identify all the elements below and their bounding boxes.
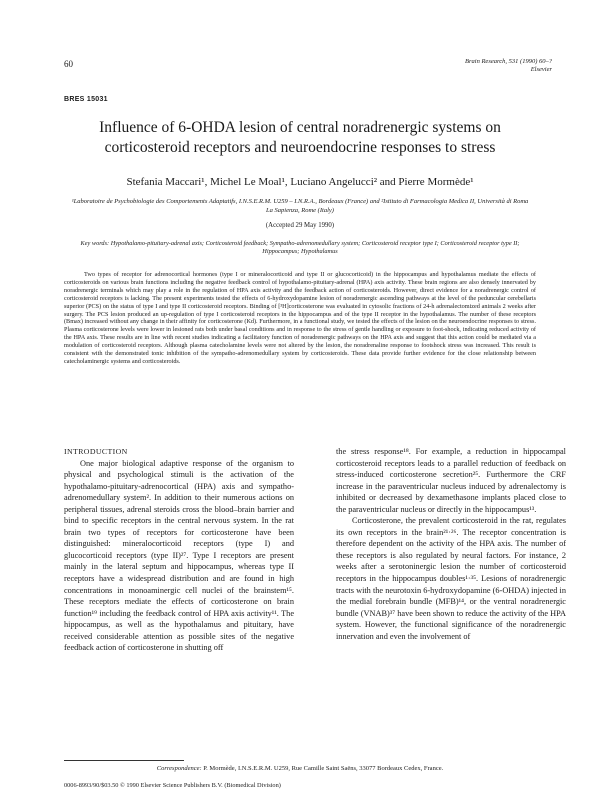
intro-paragraph-1-continued: the stress response¹⁸. For example, a reduction in hippocampal corticosteroid receptors leads to a parallel reduction of feedback on stress-induced corticosterone secretion²⁵. Furthermore the CRF increase in the paraventricular nucleus induced by adrenalectomy is inhibited or decreased by dexamethasone implants placed close to the paraventricular nucleus or directly in the hippocampus¹³. [336, 447, 566, 514]
intro-paragraph-1: One major biological adaptive response of the organism to physical and psychological stimuli is the activation of the hypothalamo-pituitary-adrenocortical (HPA) axis and sympatho-adrenomedullary system². In addition to their numerous actions on peripheral tissues, adrenal steroids cross the blood–brain barrier and bind to specific receptors in the central nervous system. In the rat brain two types of receptors for corticosterone have been distinguished: mineralocorticoid receptors (type I) and glucocorticoid receptors (type II)²⁷. Type I receptors are present mainly in the lateral septum and hippocampus, whereas type II receptors have a widespread distribution and are found in high concentrations in monoaminergic cell nuclei of the brainstem¹⁵. These receptors mediate the effects of corticosterone on brain function¹⁹ including the feedback control of HPA axis activity¹¹. The hippocampus, as well as the hypothalamus and pituitary, have received considerable attention as possible sites of the negative feedback action of corticosterone in shutting off [64, 458, 294, 653]
author-list: Stefania Maccari¹, Michel Le Moal¹, Luciano Angelucci² and Pierre Mormède¹ [126, 176, 474, 188]
correspondence-label: Correspondence: [156, 765, 202, 772]
intro-paragraph-2: Corticosterone, the prevalent corticosteroid in the rat, regulates its own receptors in the brain²¹·²⁶. The receptor concentration is therefore dependent on the activity of the HPA axis. The number of these receptors is also regulated by neural factors. For instance, 2 weeks after a serotoninergic lesion the number of corticosteroid receptors in the hippocampus doubles¹·³⁵. Lesions of noradrenergic tracts with the neurotoxin 6-hydroxydopamine (6-OHDA) injected in the medial forebrain bundle (MFB)¹⁴, or the ventral noradrenergic bundle (VNAB)³⁷ have been shown to reduce the activity of the HPA system. However, the functional significance of the noradrenergic innervation and even the involvement of [336, 516, 566, 641]
keywords: Key words: Hypothalamo-pituitary-adrenal axis; Corticosteroid feedback; Sympatho-adrenomedullary system; Corticosteroid receptor type I; Corticosteroid receptor type II; Hippocampus; Hypothalamus [80, 240, 520, 255]
page-number: 60 [64, 59, 73, 69]
copyright-line: 0006-8993/90/$03.50 © 1990 Elsevier Science Publishers B.V. (Biomedical Division) [64, 782, 281, 789]
section-heading-introduction: INTRODUCTION [64, 447, 128, 456]
correspondence-note [64, 765, 536, 772]
right-column [336, 446, 566, 642]
correspondence-address: P. Mormède, I.N.S.E.R.M. U259, Rue Camille Saint Saëns, 33077 Bordeaux Cedex, France. [203, 765, 444, 772]
article-code: BRES 15031 [64, 96, 108, 103]
left-column [64, 446, 294, 654]
journal-reference [465, 58, 552, 74]
paper-title: Influence of 6-OHDA lesion of central noradrenergic systems on corticosteroid receptors and neuroendocrine responses to stress [99, 119, 501, 156]
accepted-date: (Accepted 29 May 1990) [265, 222, 335, 229]
journal-line: Brain Research, 531 (1990) 60–? [465, 58, 552, 65]
affiliations: ¹Laboratoire de Psychobiologie des Comportements Adaptatifs, I.N.S.E.R.M. U259 – I.N.R.A., Bordeaux (France) and ²Istituto di Farmacologia Medica II, Università di Roma La Sapienza, Rome (Italy) [71, 198, 529, 214]
publisher-line: Elsevier [530, 66, 552, 73]
footnote-divider [64, 760, 184, 761]
abstract: Two types of receptor for adrenocortical hormones (type I or mineralocorticoid and type II or glucocorticoid) in the hippocampus and hypothalamus mediate the effects of corticosteroids on various brain functions including the negative feedback control of hypothalamo-pituitary-adrenal (HPA) axis activity. These brain regions are also densely innervated by noradrenergic terminals which may play a role in the regulation of HPA axis activity and the feedback action of corticosteroids. However, direct evidence for a noradrenergic control of corticosteroid receptors is lacking. The present experiments tested the effects of 6-hydroxydopamine lesion of noradrenergic ascending pathways at the level of the peduncular cerebellaris superior (PCS) on the status of type I and type II corticosteroid receptors. Binding of [³H]corticosterone was evaluated in cytosolic fractions of 24-h adrenalectomized animals 2 weeks after surgery. The PCS lesion produced an up-regulation of type I corticosteroid receptors in the hippocampus and of the type II receptor in the hypothalamus. The number of these receptors (Bmax) increased without any change in their affinity for corticosterone (Kd). Furthermore, in a functional study, we tested the effects of the lesion on the neuroendocrine responses to stress. Plasma corticosterone levels were lower in lesioned rats both under basal conditions and in response to the stress of gentle handling or exposure to foot-shock, indicating reduced activity of the HPA axis. These results are in line with recent studies indicating a facilitatory function of noradrenergic pathways on the HPA axis and suggest that this action could be mediated via a modulation of corticosteroid receptors. Although plasma catecholamine levels were not altered by the lesion, the noradrenaline response to footshock stress was increased. This result is consistent with the demonstrated tonic inhibition of the sympatho-adrenomedullary system by corticosteroids. These data provide further evidence for the close relationship between catecholaminergic systems and corticosteroids. [64, 271, 536, 365]
